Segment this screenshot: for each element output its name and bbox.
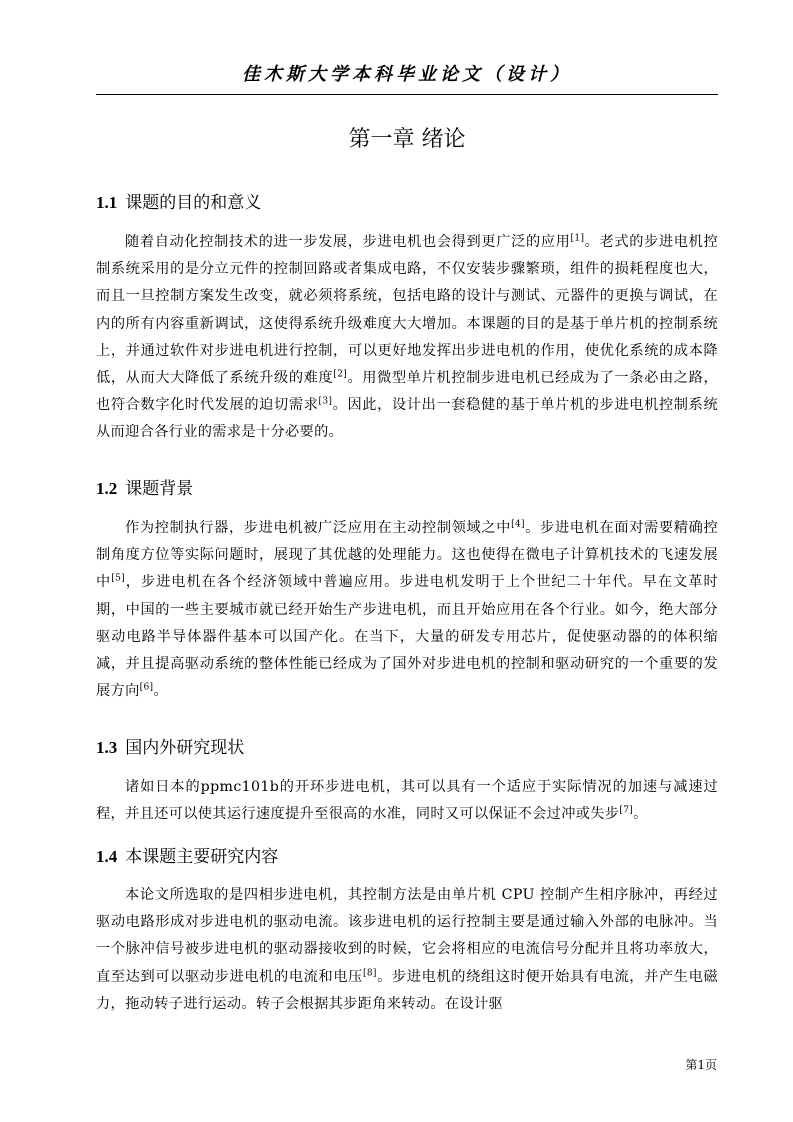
section-number: 1.3 xyxy=(96,738,118,757)
section-1-1-paragraph xyxy=(96,229,718,447)
chapter-title: 第一章 绪论 xyxy=(348,127,466,152)
page-number: 第1页 xyxy=(685,1058,717,1072)
page-header-title: 佳木斯大学本科毕业论文（设计） xyxy=(242,64,572,85)
paragraph-text: 作为控制执行器，步进电机被广泛应用在主动控制领域之中 xyxy=(125,520,512,536)
section-1-3-paragraph xyxy=(96,774,718,828)
citation-ref: [3] xyxy=(318,396,333,407)
section-title: 国内外研究现状 xyxy=(125,738,245,758)
section-number: 1.4 xyxy=(96,847,118,866)
paragraph-text: 。 xyxy=(153,683,168,700)
paragraph-text: 本论文所选取的是四相步进电机，其控制方法是由单片机 CPU 控制产生相序脉冲，再经过驱动电路形成对步进电机的驱动电流。该步进电机的运行控制主要是通过输入外部的电脉冲。当一个脉冲信号被步进电机的驱动器接收到的时候，它会将相应的电流信号分配并且将功率放大，直至达到可以驱动步进电机的电流和电压 xyxy=(96,887,718,985)
paragraph-text: 。 xyxy=(633,806,648,823)
citation-ref: [5] xyxy=(111,573,126,584)
citation-ref: [4] xyxy=(511,519,525,530)
section-heading-1-3 xyxy=(96,736,244,760)
section-1-4-paragraph xyxy=(96,882,718,1018)
paragraph-text: 。步进电机的绕组这时便开始具有电流，并产生电磁力，拖动转子进行运动。转子会根据其步距角来转动。在设计驱 xyxy=(96,968,718,1012)
citation-ref: [6] xyxy=(139,682,154,693)
paragraph-text: 。因此，设计出一套稳健的基于单片机的步进电机控制系统从而迎合各行业的需求是十分必要的。 xyxy=(96,397,718,441)
paragraph-text: 。用微型单片机控制步进电机已经成为了一条必由之路，也符合数字化时代发展的迫切需求 xyxy=(96,370,718,414)
section-heading-1-2 xyxy=(96,477,193,501)
paragraph-text: 。老式的步进电机控制系统采用的是分立元件的控制回路或者集成电路，不仅安装步骤繁琐，组件的损耗程度也大，而且一旦控制方案发生改变，就必须将系统，包括电路的设计与测试、元器件的更换与调试，在内的所有内容重新调试，这使得系统升级难度大大增加。本课题的目的是基于单片机的控制系统上，并通过软件对步进电机进行控制，可以更好地发挥出步进电机的作用，使优化系统的成本降低，从而大大降低了系统升级的难度 xyxy=(96,234,718,387)
section-number: 1.2 xyxy=(96,479,118,498)
citation-ref: [7] xyxy=(619,805,634,816)
section-title: 本课题主要研究内容 xyxy=(125,847,279,867)
section-heading-1-4 xyxy=(96,845,278,869)
paragraph-text: ，步进电机在各个经济领域中普遍应用。步进电机发明于上个世纪二十年代。早在文革时期，中国的一些主要城市就已经开始生产步进电机，而且开始应用在各个行业。如今，绝大部分驱动电路半导体器件基本可以国产化。在当下，大量的研发专用芯片，促使驱动器的的体积缩减，并且提高驱动系统的整体性能已经成为了国外对步进电机的控制和驱动研究的一个重要的发展方向 xyxy=(96,574,719,700)
paragraph-text: 诸如日本的ppmc101b的开环步进电机，其可以具有一个适应于实际情况的加速与减速过程，并且还可以使其运行速度提升至很高的水准，同时又可以保证不会过冲或失步 xyxy=(96,779,718,823)
header-divider xyxy=(96,94,718,95)
paragraph-text: 随着自动化控制技术的进一步发展，步进电机也会得到更广泛的应用 xyxy=(125,234,571,250)
section-number: 1.1 xyxy=(96,193,118,212)
citation-ref: [8] xyxy=(363,967,377,978)
citation-ref: [1] xyxy=(570,233,585,244)
section-heading-1-1 xyxy=(96,191,261,215)
citation-ref: [2] xyxy=(333,369,348,380)
section-title: 课题背景 xyxy=(125,479,194,499)
section-1-2-paragraph xyxy=(96,515,718,705)
section-title: 课题的目的和意义 xyxy=(125,193,262,213)
paragraph-text: 。步进电机在面对需要精确控制角度方位等实际问题时，展现了其优越的处理能力。这也使得在微电子计算机技术的飞速发展中 xyxy=(96,520,718,591)
